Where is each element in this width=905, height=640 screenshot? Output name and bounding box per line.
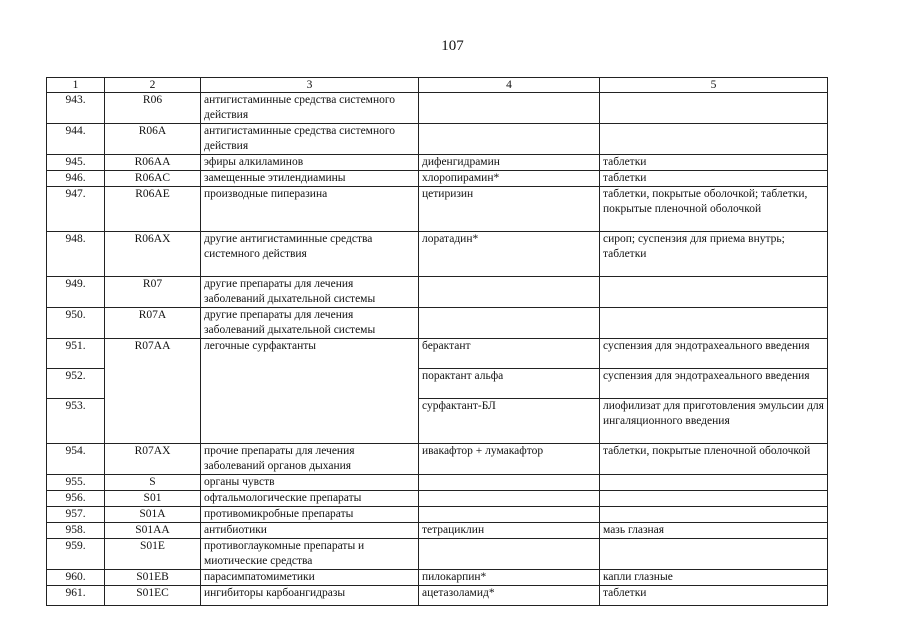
dosage-form <box>600 124 828 155</box>
table-row <box>47 491 828 507</box>
col-header-1: 1 <box>47 78 105 93</box>
atc-code: R07AA <box>105 339 201 444</box>
group-name: антигистаминные средства системного действия <box>201 93 419 124</box>
group-name: производные пиперазина <box>201 187 419 232</box>
dosage-form <box>600 277 828 308</box>
row-number: 951. <box>47 339 105 369</box>
dosage-form <box>600 475 828 491</box>
row-number: 948. <box>47 232 105 277</box>
drug-name: ацетазоламид* <box>419 586 600 606</box>
drug-name: лоратадин* <box>419 232 600 277</box>
atc-code: S01AA <box>105 523 201 539</box>
row-number: 943. <box>47 93 105 124</box>
table-row <box>47 507 828 523</box>
atc-code: S01A <box>105 507 201 523</box>
atc-code: R06AE <box>105 187 201 232</box>
group-name: парасимпатомиметики <box>201 570 419 586</box>
group-name: антигистаминные средства системного действия <box>201 124 419 155</box>
atc-code: R07 <box>105 277 201 308</box>
drug-name: хлоропирамин* <box>419 171 600 187</box>
row-number: 944. <box>47 124 105 155</box>
dosage-form: сироп; суспензия для приема внутрь; таблетки <box>600 232 828 277</box>
group-name: легочные сурфактанты <box>201 339 419 444</box>
col-header-3: 3 <box>201 78 419 93</box>
atc-code: R06AC <box>105 171 201 187</box>
dosage-form: таблетки <box>600 171 828 187</box>
atc-code: R06AX <box>105 232 201 277</box>
dosage-form: суспензия для эндотрахеального введения <box>600 369 828 399</box>
table-row <box>47 539 828 570</box>
atc-code: S <box>105 475 201 491</box>
group-name: офтальмологические препараты <box>201 491 419 507</box>
table-row <box>47 570 828 586</box>
dosage-form <box>600 491 828 507</box>
dosage-form: лиофилизат для приготовления эмульсии для ингаляционного введения <box>600 399 828 444</box>
group-name: замещенные этилендиамины <box>201 171 419 187</box>
row-number: 955. <box>47 475 105 491</box>
group-name: прочие препараты для лечения заболеваний органов дыхания <box>201 444 419 475</box>
table-row <box>47 232 828 277</box>
row-number: 959. <box>47 539 105 570</box>
col-header-4: 4 <box>419 78 600 93</box>
drug-name: берактант <box>419 339 600 369</box>
table-row <box>47 171 828 187</box>
table-row <box>47 308 828 339</box>
group-name: ингибиторы карбоангидразы <box>201 586 419 606</box>
row-number: 950. <box>47 308 105 339</box>
page-number: 107 <box>441 38 464 54</box>
group-name: другие препараты для лечения заболеваний дыхательной системы <box>201 277 419 308</box>
group-name: эфиры алкиламинов <box>201 155 419 171</box>
table-row <box>47 93 828 124</box>
dosage-form: суспензия для эндотрахеального введения <box>600 339 828 369</box>
atc-code: R07AX <box>105 444 201 475</box>
table-row <box>47 475 828 491</box>
table-row <box>47 277 828 308</box>
drug-name <box>419 93 600 124</box>
drug-name: дифенгидрамин <box>419 155 600 171</box>
atc-code: S01 <box>105 491 201 507</box>
atc-code: S01EC <box>105 586 201 606</box>
row-number: 958. <box>47 523 105 539</box>
header-row <box>47 78 828 93</box>
dosage-form: таблетки, покрытые пленочной оболочкой <box>600 444 828 475</box>
atc-code: R06A <box>105 124 201 155</box>
row-number: 947. <box>47 187 105 232</box>
dosage-form <box>600 93 828 124</box>
col-header-5: 5 <box>600 78 828 93</box>
atc-code: R06 <box>105 93 201 124</box>
atc-code: R06AA <box>105 155 201 171</box>
row-number: 953. <box>47 399 105 444</box>
row-number: 945. <box>47 155 105 171</box>
table-row <box>47 523 828 539</box>
dosage-form: таблетки <box>600 586 828 606</box>
dosage-form: таблетки <box>600 155 828 171</box>
dosage-form: капли глазные <box>600 570 828 586</box>
group-name: органы чувств <box>201 475 419 491</box>
drug-name: ивакафтор + лумакафтор <box>419 444 600 475</box>
drug-name: порактант альфа <box>419 369 600 399</box>
drug-name <box>419 277 600 308</box>
group-name: другие антигистаминные средства системного действия <box>201 232 419 277</box>
group-name: противоглаукомные препараты и миотические средства <box>201 539 419 570</box>
drug-name <box>419 475 600 491</box>
drug-name <box>419 491 600 507</box>
table-row <box>47 155 828 171</box>
col-header-2: 2 <box>105 78 201 93</box>
atc-code: R07A <box>105 308 201 339</box>
group-name: антибиотики <box>201 523 419 539</box>
row-number: 949. <box>47 277 105 308</box>
drug-name: цетиризин <box>419 187 600 232</box>
drug-name: сурфактант-БЛ <box>419 399 600 444</box>
dosage-form: таблетки, покрытые оболочкой; таблетки, покрытые пленочной оболочкой <box>600 187 828 232</box>
dosage-form: мазь глазная <box>600 523 828 539</box>
table-row <box>47 187 828 232</box>
drug-name: пилокарпин* <box>419 570 600 586</box>
table-row <box>47 124 828 155</box>
table-row <box>47 444 828 475</box>
drug-table <box>46 77 828 606</box>
drug-name <box>419 124 600 155</box>
drug-name: тетрациклин <box>419 523 600 539</box>
drug-name <box>419 308 600 339</box>
atc-code: S01EB <box>105 570 201 586</box>
row-number: 957. <box>47 507 105 523</box>
drug-name <box>419 507 600 523</box>
row-number: 960. <box>47 570 105 586</box>
atc-code: S01E <box>105 539 201 570</box>
dosage-form <box>600 539 828 570</box>
dosage-form <box>600 507 828 523</box>
table-row <box>47 339 828 369</box>
row-number: 952. <box>47 369 105 399</box>
row-number: 961. <box>47 586 105 606</box>
drug-name <box>419 539 600 570</box>
group-name: другие препараты для лечения заболеваний дыхательной системы <box>201 308 419 339</box>
table-row <box>47 586 828 606</box>
dosage-form <box>600 308 828 339</box>
row-number: 946. <box>47 171 105 187</box>
group-name: противомикробные препараты <box>201 507 419 523</box>
row-number: 956. <box>47 491 105 507</box>
row-number: 954. <box>47 444 105 475</box>
